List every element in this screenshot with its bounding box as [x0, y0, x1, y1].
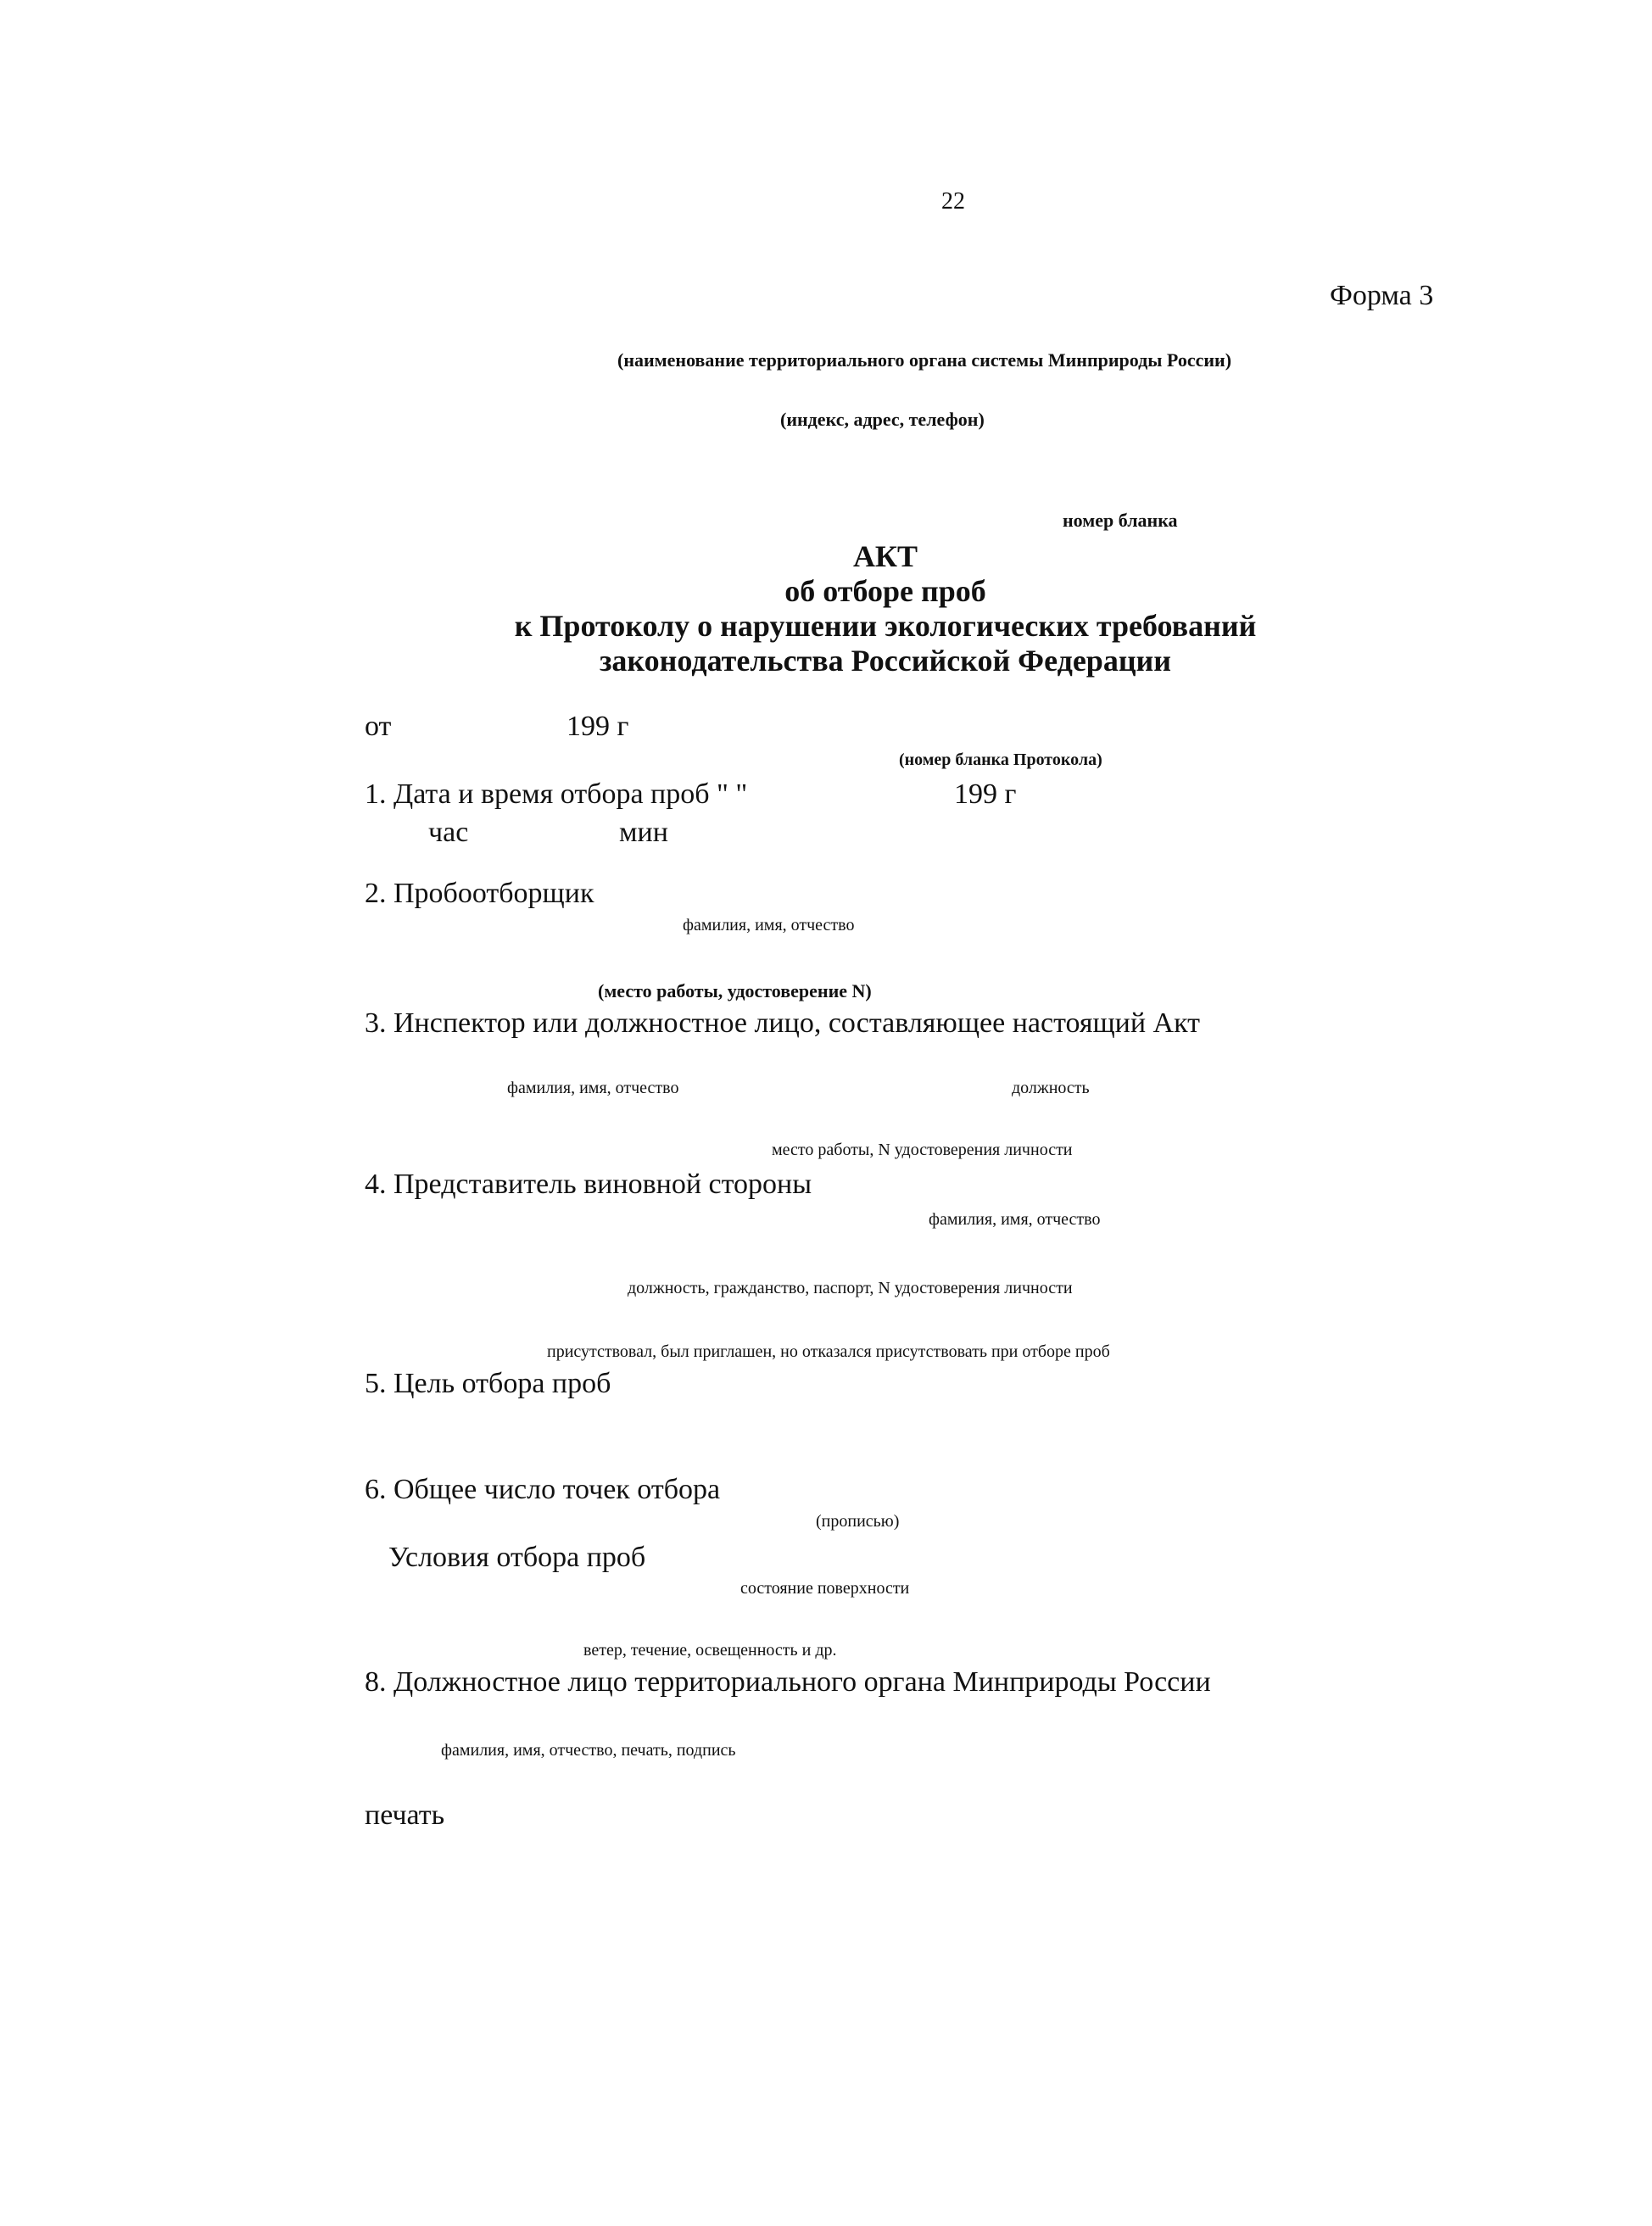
item1-label: 1. Дата и время отбора проб " " — [365, 778, 748, 810]
blank-number-caption: номер бланка — [1063, 510, 1178, 531]
title-act: АКТ — [852, 539, 918, 573]
item3-caption-position: должность — [1012, 1079, 1090, 1097]
item5-label: 5. Цель отбора проб — [365, 1368, 611, 1399]
item7-label: Условия отбора проб — [388, 1542, 646, 1573]
item2-caption-name: фамилия, имя, отчество — [683, 916, 855, 934]
item3-caption-work: место работы, N удостоверения личности — [772, 1141, 1073, 1159]
item7-caption-surface: состояние поверхности — [740, 1579, 910, 1598]
title-subject: об отборе проб — [784, 574, 986, 608]
item8-caption: фамилия, имя, отчество, печать, подпись — [441, 1741, 736, 1760]
title-protocol: к Протоколу о нарушении экологических требований — [514, 609, 1257, 643]
item4-label: 4. Представитель виновной стороны — [365, 1169, 812, 1200]
protocol-number-caption: (номер бланка Протокола) — [899, 750, 1102, 769]
date-prefix: от — [365, 711, 392, 742]
item3-label: 3. Инспектор или должностное лицо, составляющее настоящий Акт — [365, 1007, 1201, 1039]
item1-year: 199 г — [954, 778, 1017, 810]
form-label: Форма 3 — [1330, 280, 1434, 311]
item1-hours: час — [428, 817, 469, 848]
item4-caption-details: должность, гражданство, паспорт, N удостоверения личности — [628, 1279, 1073, 1297]
item4-caption-presence: присутствовал, был приглашен, но отказался присутствовать при отборе проб — [547, 1342, 1110, 1361]
item4-caption-name: фамилия, имя, отчество — [929, 1210, 1101, 1229]
item1-minutes: мин — [619, 817, 668, 848]
item7-caption-weather: ветер, течение, освещенность и др. — [583, 1641, 837, 1660]
item6-caption: (прописью) — [816, 1512, 900, 1531]
item8-label: 8. Должностное лицо территориального органа Минприроды России — [365, 1666, 1211, 1698]
date-year: 199 г — [566, 711, 629, 742]
item2-caption-work: (место работы, удостоверение N) — [598, 980, 872, 1001]
item6-label: 6. Общее число точек отбора — [365, 1474, 721, 1505]
org-caption: (наименование территориального органа системы Минприроды России) — [617, 349, 1232, 371]
address-caption: (индекс, адрес, телефон) — [780, 409, 985, 430]
stamp-label: печать — [365, 1799, 445, 1831]
title-legislation: законодательства Российской Федерации — [599, 644, 1172, 678]
item3-caption-name: фамилия, имя, отчество — [507, 1079, 679, 1097]
page-number: 22 — [941, 188, 965, 215]
item2-label: 2. Пробоотборщик — [365, 878, 594, 909]
